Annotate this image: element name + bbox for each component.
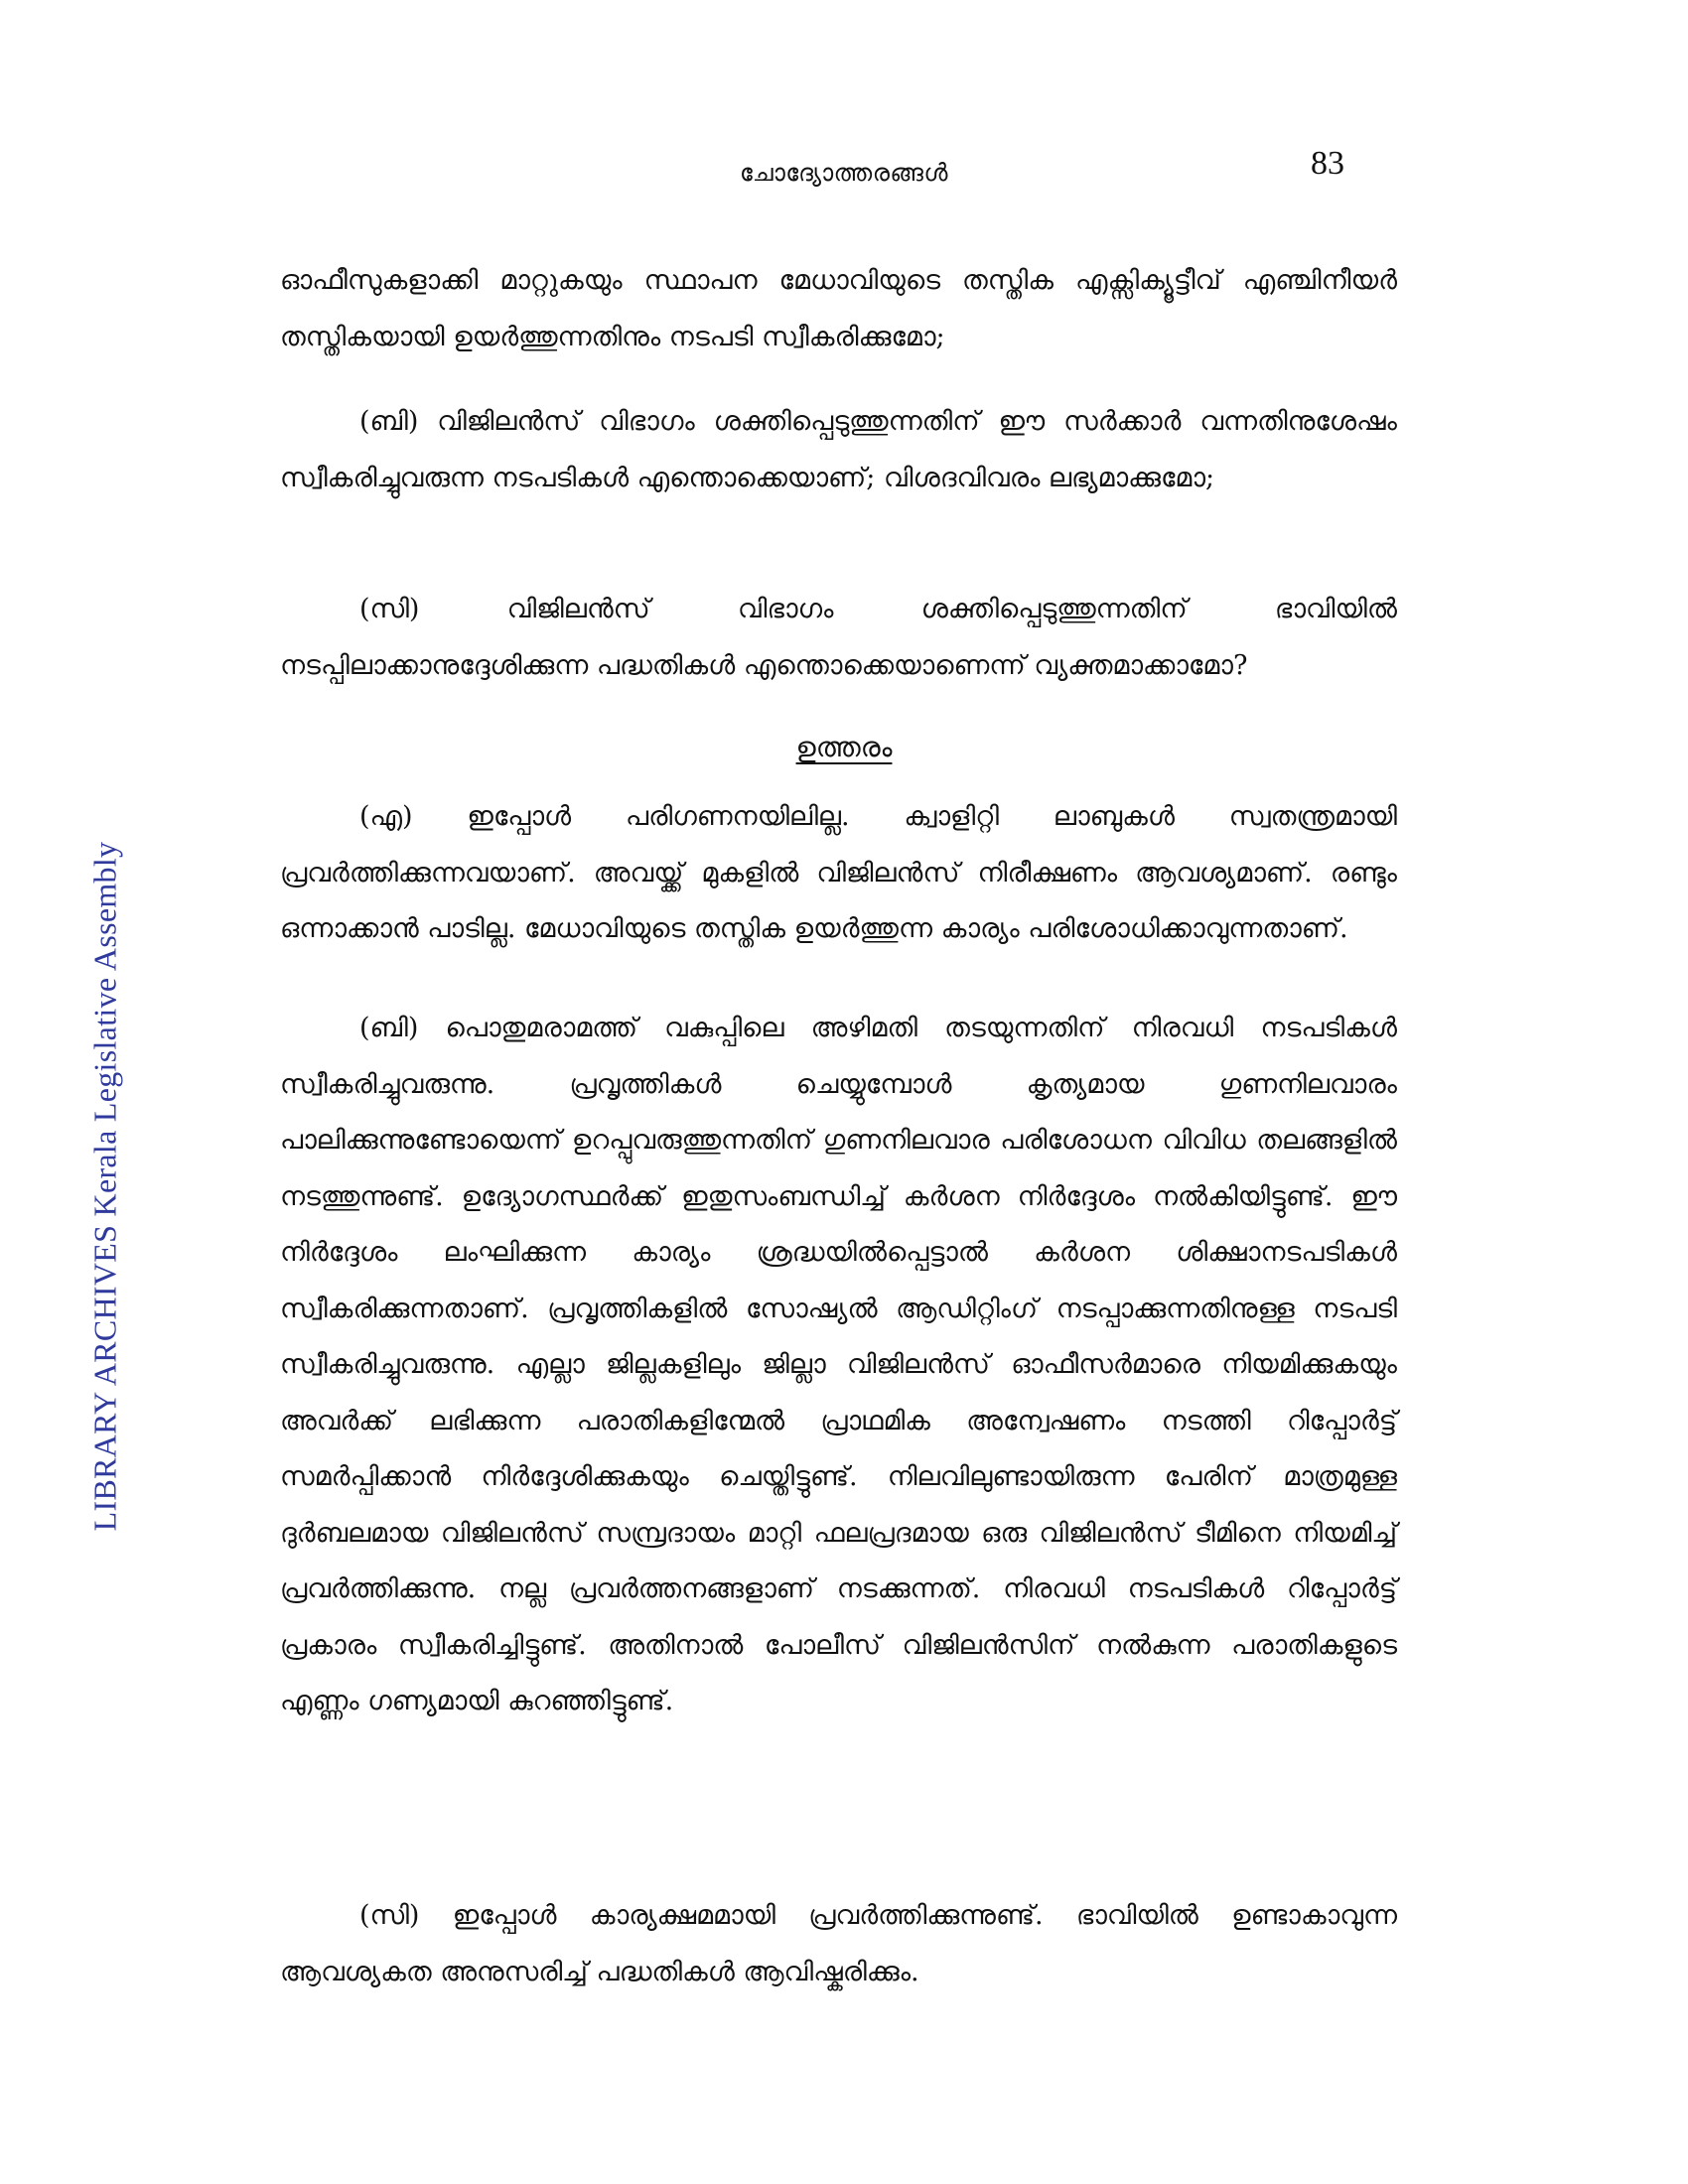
page-number: 83 [1311,145,1344,182]
question-c-paragraph: (സി) വിജിലൻസ് വിഭാഗം ശക്തിപ്പെടുത്തുന്നതിന് ഭാവിയിൽ നടപ്പിലാക്കാനുദ്ദേശിക്കുന്ന പദ്ധതികൾ എന്തൊക്കെയാണെന്ന് വ്യക്തമാക്കാമോ? [280,594,1397,681]
answer-c-paragraph: (സി) ഇപ്പോൾ കാര്യക്ഷമമായി പ്രവർത്തിക്കുന്നുണ്ട്. ഭാവിയിൽ ഉണ്ടാകാവുന്ന ആവശ്യകത അനുസരിച്ച് പദ്ധതികൾ ആവിഷ്കരിക്കും. [280,1900,1397,1987]
answer-heading-text: ഉത്തരം [795,731,893,763]
answer-heading [0,731,1688,764]
running-header-title: ചോദ്യോത്തരങ്ങൾ [740,159,948,187]
answer-a-paragraph: (എ) ഇപ്പോൾ പരിഗണനയിലില്ല. ക്വാളിറ്റി ലാബുകൾ സ്വതന്ത്രമായി പ്രവർത്തിക്കുന്നവയാണ്. അവയ്ക്ക് മുകളിൽ വിജിലൻസ് നിരീക്ഷണം ആവശ്യമാണ്. രണ്ടും ഒന്നാക്കാൻ പാടില്ല. മേധാവിയുടെ തസ്തിക ഉയർത്തുന്ന കാര്യം പരിശോധിക്കാവുന്നതാണ്. [280,801,1397,944]
question-continuation-paragraph: ഓഫീസുകളാക്കി മാറ്റുകയും സ്ഥാപന മേധാവിയുടെ തസ്തിക എക്സിക്യൂട്ടീവ് എഞ്ചിനീയർ തസ്തികയായി ഉയർത്തുന്നതിനും നടപടി സ്വീകരിക്കുമോ; [280,265,1397,352]
archive-watermark: LIBRARY ARCHIVES Kerala Legislative Assembly [86,841,123,1532]
answer-b-paragraph: (ബി) പൊതുമരാമത്ത് വകുപ്പിലെ അഴിമതി തടയുന്നതിന് നിരവധി നടപടികൾ സ്വീകരിച്ചുവരുന്നു. പ്രവൃത്തികൾ ചെയ്യുമ്പോൾ കൃത്യമായ ഗുണനിലവാരം പാലിക്കുന്നുണ്ടോയെന്ന് ഉറപ്പുവരുത്തുന്നതിന് ഗുണനിലവാര പരിശോധന വിവിധ തലങ്ങളിൽ നടത്തുന്നുണ്ട്. ഉദ്യോഗസ്ഥർക്ക് ഇതുസംബന്ധിച്ച് കർശന നിർദ്ദേശം നൽകിയിട്ടുണ്ട്. ഈ നിർദ്ദേശം ലംഘിക്കുന്ന കാര്യം ശ്രദ്ധയിൽപ്പെട്ടാൽ കർശന ശിക്ഷാനടപടികൾ സ്വീകരിക്കുന്നതാണ്. പ്രവൃത്തികളിൽ സോഷ്യൽ ആഡിറ്റിംഗ് നടപ്പാക്കുന്നതിനുള്ള നടപടി സ്വീകരിച്ചുവരുന്നു. എല്ലാ ജില്ലകളിലും ജില്ലാ വിജിലൻസ് ഓഫീസർമാരെ നിയമിക്കുകയും അവർക്ക് ലഭിക്കുന്ന പരാതികളിന്മേൽ പ്രാഥമിക അന്വേഷണം നടത്തി റിപ്പോർട്ട് സമർപ്പിക്കാൻ നിർദ്ദേശിക്കുകയും ചെയ്തിട്ടുണ്ട്. നിലവിലുണ്ടായിരുന്ന പേരിന് മാത്രമുള്ള ദുർബലമായ വിജിലൻസ് സമ്പ്രദായം മാറ്റി ഫലപ്രദമായ ഒരു വിജിലൻസ് ടീമിനെ നിയമിച്ച് പ്രവർത്തിക്കുന്നു. നല്ല പ്രവർത്തനങ്ങളാണ് നടക്കുന്നത്. നിരവധി നടപടികൾ റിപ്പോർട്ട് പ്രകാരം സ്വീകരിച്ചിട്ടുണ്ട്. അതിനാൽ പോലീസ് വിജിലൻസിന് നൽകുന്ന പരാതികളുടെ എണ്ണം ഗണ്യമായി കുറഞ്ഞിട്ടുണ്ട്. [280,1013,1397,1716]
question-b-paragraph: (ബി) വിജിലൻസ് വിഭാഗം ശക്തിപ്പെടുത്തുന്നതിന് ഈ സർക്കാർ വന്നതിനുശേഷം സ്വീകരിച്ചുവരുന്ന നടപടികൾ എന്തൊക്കെയാണ്; വിശദവിവരം ലഭ്യമാക്കുമോ; [280,406,1397,493]
